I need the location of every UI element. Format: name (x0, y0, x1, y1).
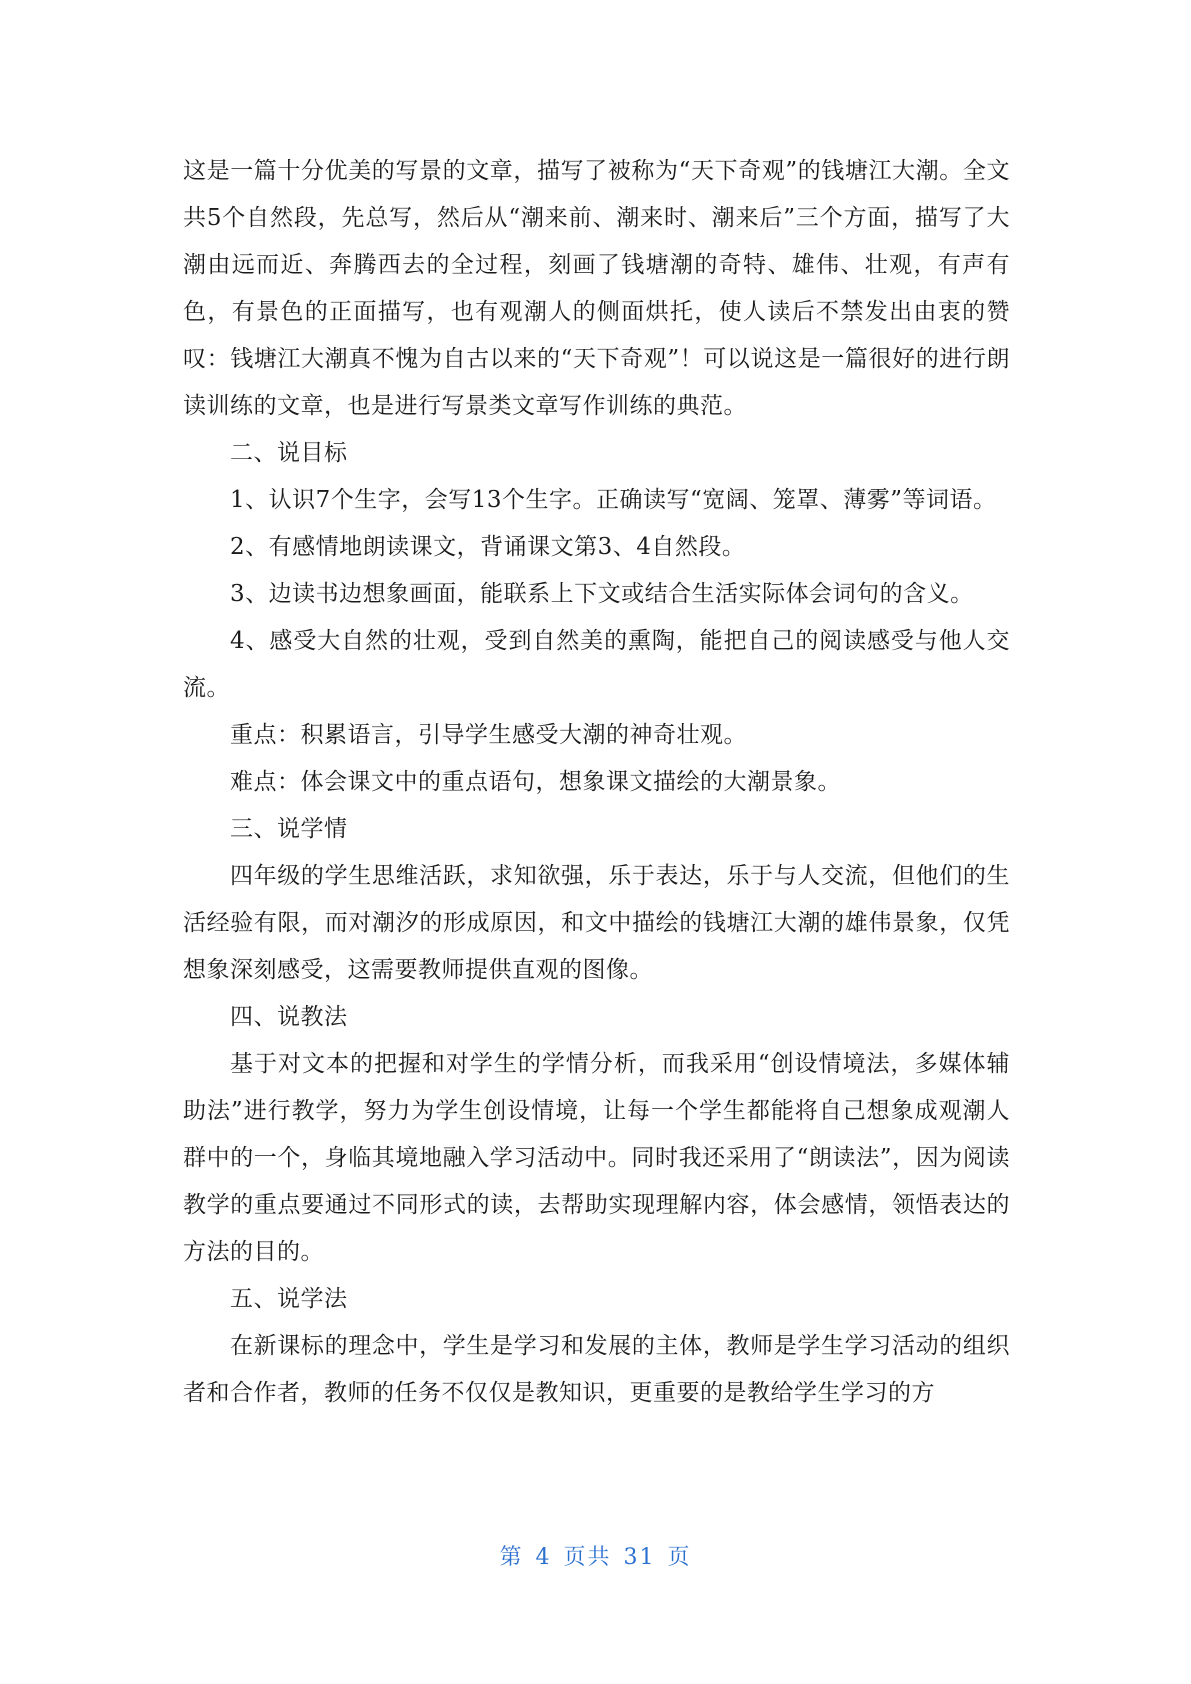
objective-2: 2、有感情地朗读课文，背诵课文第3、4自然段。 (230, 534, 746, 560)
key-point: 重点：积累语言，引导学生感受大潮的神奇壮观。 (230, 722, 747, 748)
paragraph-learning-method: 在新课标的理念中，学生是学习和发展的主体，教师是学生学习活动的组织者和合作者，教师的任务不仅仅是教知识，更重要的是教给学生学习的方 (183, 1333, 1010, 1406)
footer-middle: 页共 (563, 1545, 612, 1570)
footer-suffix: 页 (667, 1545, 692, 1570)
objective-4: 4、感受大自然的壮观，受到自然美的熏陶，能把自己的阅读感受与他人交流。 (183, 628, 1010, 701)
paragraph-intro: 这是一篇十分优美的写景的文章，描写了被称为“天下奇观”的钱塘江大潮。全文共5个自然段，先总写，然后从“潮来前、潮来时、潮来后”三个方面，描写了大潮由远而近、奔腾西去的全过程，刻画了钱塘潮的奇特、雄伟、壮观，有声有色，有景色的正面描写，也有观潮人的侧面烘托，使人读后不禁发出由衷的赞叹：钱塘江大潮真不愧为自古以来的“天下奇观”！可以说这是一篇很好的进行朗读训练的文章，也是进行写景类文章写作训练的典范。 (183, 158, 1010, 419)
paragraph-teaching-method: 基于对文本的把握和对学生的学情分析，而我采用“创设情境法，多媒体辅助法”进行教学，努力为学生创设情境，让每一个学生都能将自己想象成观潮人群中的一个，身临其境地融入学习活动中。同时我还采用了“朗读法”，因为阅读教学的重点要通过不同形式的读，去帮助实现理解内容，体会感情，领悟表达的方法的目的。 (183, 1051, 1010, 1265)
paragraph-student-analysis: 四年级的学生思维活跃，求知欲强，乐于表达，乐于与人交流，但他们的生活经验有限，而对潮汐的形成原因，和文中描绘的钱塘江大潮的雄伟景象，仅凭想象深刻感受，这需要教师提供直观的图像。 (183, 863, 1010, 983)
heading-teaching-method: 四、说教法 (230, 1004, 348, 1030)
footer-page-number: 4 (535, 1545, 552, 1570)
document-body (183, 148, 1010, 1417)
objective-1: 1、认识7个生字，会写13个生字。正确读写“宽阔、笼罩、薄雾”等词语。 (230, 487, 997, 513)
objective-3: 3、边读书边想象画面，能联系上下文或结合生活实际体会词句的含义。 (230, 581, 974, 607)
footer-total-pages: 31 (623, 1545, 656, 1570)
difficult-point: 难点：体会课文中的重点语句，想象课文描绘的大潮景象。 (230, 769, 841, 795)
heading-learning-method: 五、说学法 (230, 1286, 348, 1312)
heading-objectives: 二、说目标 (230, 440, 348, 466)
footer-prefix: 第 (499, 1545, 524, 1570)
heading-student-analysis: 三、说学情 (230, 816, 348, 842)
page-footer (0, 1543, 1191, 1573)
